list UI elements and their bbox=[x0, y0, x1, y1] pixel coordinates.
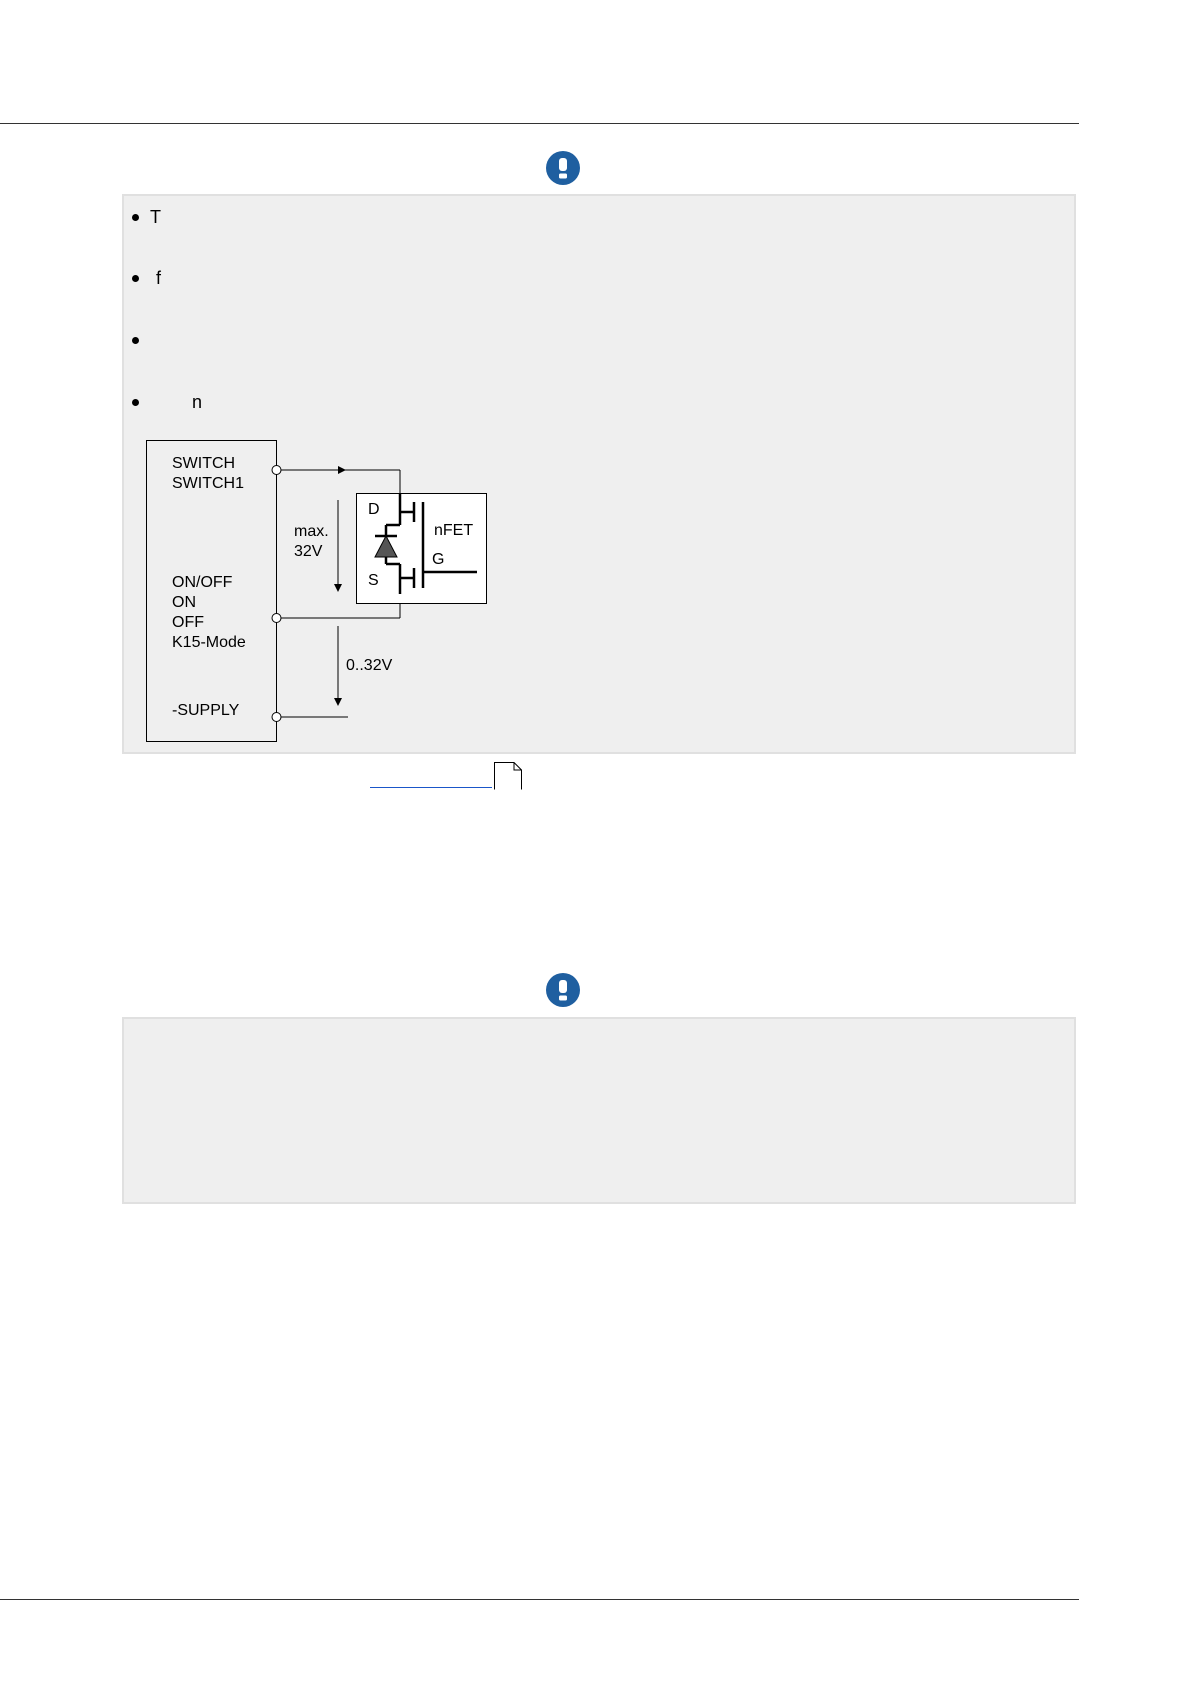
exclamation-circle-icon bbox=[545, 150, 581, 186]
nfet-label: nFET bbox=[434, 522, 474, 539]
list-item-text: f bbox=[156, 268, 162, 288]
list-item-text: n bbox=[192, 392, 203, 412]
switch1-label: SWITCH1 bbox=[172, 475, 244, 492]
note-box bbox=[122, 194, 1076, 754]
switch-label: SWITCH bbox=[172, 455, 236, 472]
list-item-text: T bbox=[150, 207, 161, 227]
on-off-terminal bbox=[272, 614, 281, 623]
header-rule bbox=[0, 123, 1079, 124]
exclamation-circle-icon bbox=[545, 972, 581, 1008]
note-box bbox=[122, 1017, 1076, 1204]
bullet-dot bbox=[132, 399, 139, 406]
k15-mode-label: K15-Mode bbox=[172, 634, 246, 651]
drain-label: D bbox=[368, 501, 380, 518]
source-label: S bbox=[368, 572, 379, 589]
off-label: OFF bbox=[172, 614, 204, 631]
page-icon[interactable] bbox=[494, 762, 522, 795]
max-voltage-arrowhead bbox=[334, 584, 342, 592]
bullet-dot bbox=[132, 337, 139, 344]
bullet-dot bbox=[132, 214, 139, 221]
switch-terminal bbox=[272, 466, 281, 475]
range-voltage-arrowhead bbox=[334, 698, 342, 706]
max-label: max. bbox=[294, 523, 329, 540]
on-off-label: ON/OFF bbox=[172, 574, 233, 591]
supply-terminal bbox=[272, 713, 281, 722]
on-label: ON bbox=[172, 594, 196, 611]
max-voltage-value: 32V bbox=[294, 543, 323, 560]
footer-rule bbox=[0, 1599, 1079, 1600]
current-arrow bbox=[338, 466, 346, 474]
link-underline[interactable] bbox=[370, 787, 492, 788]
bullet-dot bbox=[132, 275, 139, 282]
switch-wiring-diagram bbox=[146, 440, 506, 742]
gate-label: G bbox=[432, 551, 445, 568]
supply-label: -SUPPLY bbox=[172, 702, 240, 719]
voltage-range-label: 0..32V bbox=[346, 657, 393, 674]
